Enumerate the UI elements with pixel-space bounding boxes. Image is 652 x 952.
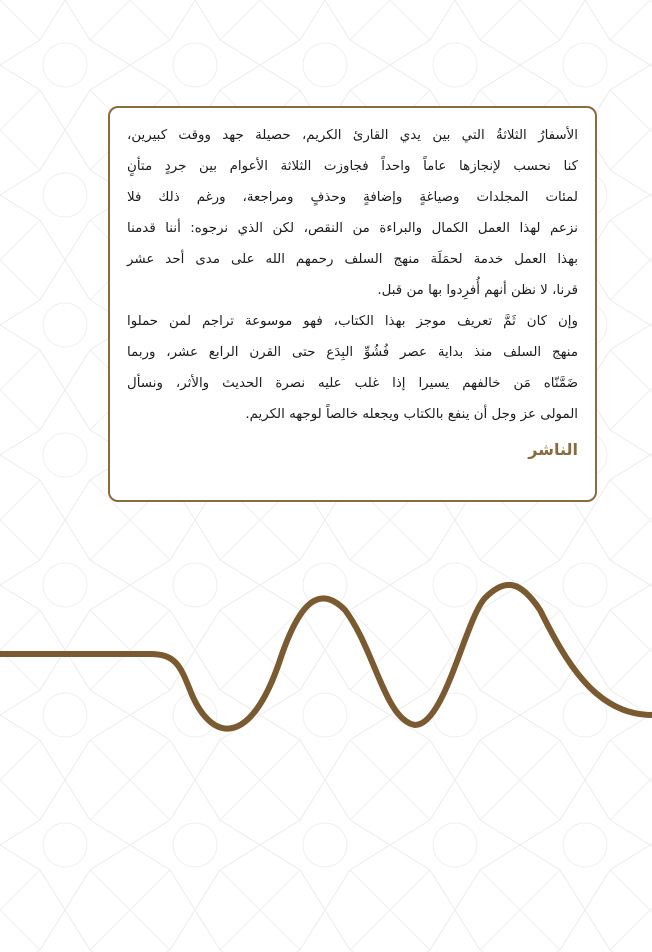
paragraph-1-line: لمئات المجلدات وصياغةٍ وإضافةٍ وحذفٍ ومراجعة، ورغم ذلك فلا [127, 190, 578, 205]
paragraph-2-line: منهج السلف منذ بداية عصر فُشُوِّ البِدَع حتى القرن الرابع عشر، وربما [127, 345, 578, 360]
paragraph-1-line: كنا نحسب لإنجازها عاماً واحداً فجاوزت الثلاثة الأعوام بين جردٍ متأنٍ [127, 159, 578, 174]
paragraph-1-line: بهذا العمل خدمة لحمَلَة منهج السلف رحمهم الله على مدى أحد عشر [127, 252, 578, 267]
publisher-signature: الناشر [528, 440, 578, 459]
wave-path [0, 585, 652, 729]
paragraph-2-line: ضَمَّنّاه مَن خالفهم يسيرا إذا غلب عليه نصرة الحديث والأثر، ونسأل [127, 376, 578, 391]
paragraph-2-line: وإن كان ثَمَّ تعريف موجز بهذا الكتاب، فهو موسوعة تراجم لمن حملوا [127, 314, 578, 329]
paragraph-1-line: قرنا، لا نظن أنهم أُفرِدوا بها من قبل. [377, 283, 578, 298]
paragraph-2-line: المولى عز وجل أن ينفع بالكتاب ويجعله خالصاً لوجهه الكريم. [245, 407, 578, 422]
paragraph-1-line: نزعم لهذا العمل الكمال والبراءة من النقص، لكن الذي نرجوه: أننا قدمنا [127, 221, 578, 236]
paragraph-1-line: الأسفارُ الثلاثةُ التي بين يدي القارئ الكريم، حصيلة جهد ووقت كبيرين، [127, 128, 578, 143]
